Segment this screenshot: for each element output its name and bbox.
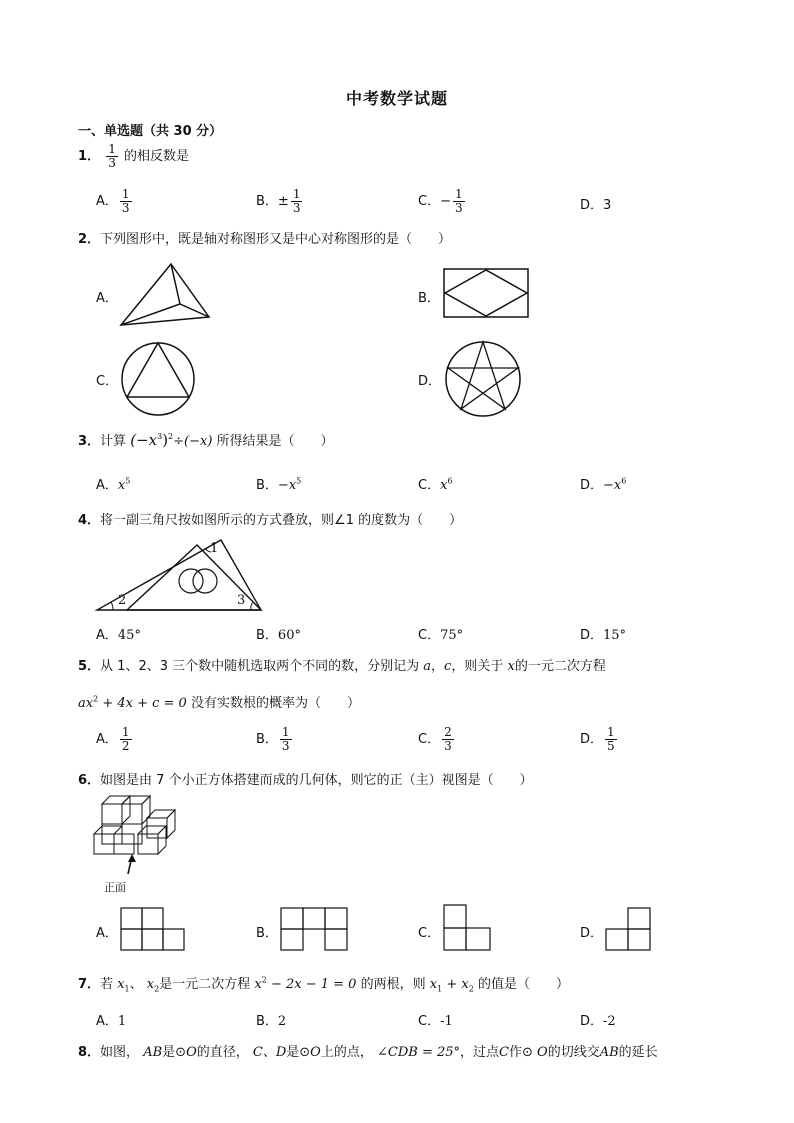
fraction: $\frac{1}{3}$ bbox=[108, 142, 116, 170]
q6-view-d bbox=[605, 907, 653, 951]
question-5: 5．从 1、2、3 三个数中随机选取两个不同的数，分别记为 a，c，则关于 x的一元二次方程 bbox=[78, 659, 606, 674]
q3-option-b[interactable]: B．$-x^5$ bbox=[256, 476, 302, 493]
q4-option-b[interactable]: B．60° bbox=[256, 628, 301, 643]
q4-option-d[interactable]: D．15° bbox=[580, 628, 627, 643]
q6-view-a bbox=[120, 907, 190, 951]
question-number: 3． bbox=[78, 434, 101, 449]
q2-figure-d bbox=[444, 340, 522, 418]
q3-option-c[interactable]: C．$x^6$ bbox=[418, 476, 453, 493]
q3-option-a[interactable]: A．$x^5$ bbox=[96, 476, 131, 493]
q2-figure-b bbox=[443, 268, 531, 320]
q2-option-a[interactable]: A． bbox=[96, 291, 118, 306]
q6-option-d[interactable]: D． bbox=[580, 926, 604, 941]
angle-label-1: 1 bbox=[210, 541, 219, 556]
q1-option-d[interactable]: D．3 bbox=[580, 198, 612, 213]
question-number: 2． bbox=[78, 232, 101, 247]
question-8: 8．如图， AB是⊙O的直径， C、D是⊙O上的点， ∠CDB = 25°，过点C作⊙ O的切线交AB的延长 bbox=[78, 1045, 658, 1060]
q7-option-c[interactable]: C．-1 bbox=[418, 1014, 453, 1029]
q3-option-d[interactable]: D．$-x^6$ bbox=[580, 476, 627, 493]
q6-cube-figure bbox=[92, 794, 182, 878]
question-text: 如图是由 7 个小正方体搭建而成的几何体，则它的正（主）视图是（ ） bbox=[100, 773, 533, 788]
question-number: 1． bbox=[78, 149, 101, 164]
question-1 bbox=[78, 143, 189, 170]
question-number: 4． bbox=[78, 513, 101, 528]
question-number: 5． bbox=[78, 659, 101, 674]
q2-option-b[interactable]: B． bbox=[418, 291, 440, 306]
section-heading: 一、单选题（共 30 分） bbox=[78, 124, 223, 139]
q5-option-b[interactable]: B． $\frac{1}{3}$ bbox=[256, 725, 290, 753]
q6-option-a[interactable]: A． bbox=[96, 926, 118, 941]
question-text: 下列图形中，既是轴对称图形又是中心对称图形的是（ ） bbox=[100, 232, 452, 247]
q2-figure-a bbox=[118, 262, 214, 328]
page-title: 中考数学试题 bbox=[345, 89, 448, 108]
q2-option-d[interactable]: D． bbox=[418, 374, 442, 389]
q1-option-a[interactable]: A． $\frac{1}{3}$ bbox=[96, 187, 130, 215]
q5-option-d[interactable]: D． $\frac{1}{5}$ bbox=[580, 725, 615, 753]
front-view-label: 正面 bbox=[104, 881, 126, 894]
q7-option-a[interactable]: A．1 bbox=[96, 1014, 127, 1029]
q5-option-c[interactable]: C． $\frac{2}{3}$ bbox=[418, 725, 452, 753]
question-number: 6． bbox=[78, 773, 101, 788]
q4-option-a[interactable]: A．45° bbox=[96, 628, 141, 643]
angle-label-2: 2 bbox=[118, 593, 127, 608]
q6-option-c[interactable]: C． bbox=[418, 926, 441, 941]
question-4 bbox=[78, 509, 462, 528]
question-text: 的相反数是 bbox=[123, 149, 189, 164]
angle-label-3: 3 bbox=[237, 593, 246, 608]
q5-option-a[interactable]: A． $\frac{1}{2}$ bbox=[96, 725, 130, 753]
q7-option-b[interactable]: B．2 bbox=[256, 1014, 287, 1029]
q1-option-b[interactable]: B．± $\frac{1}{3}$ bbox=[256, 187, 301, 215]
q4-option-c[interactable]: C．75° bbox=[418, 628, 464, 643]
q2-figure-c bbox=[120, 341, 196, 417]
question-number: 7． bbox=[78, 977, 101, 992]
question-text: 将一副三角尺按如图所示的方式叠放，则∠1 的度数为（ ） bbox=[100, 513, 463, 528]
question-3: 3．计算 $(-x^3)^2\div(-x)$ 所得结果是（ ） bbox=[78, 431, 334, 449]
q6-view-b bbox=[280, 907, 350, 951]
q1-option-c[interactable]: C．− $\frac{1}{3}$ bbox=[418, 187, 463, 215]
q7-option-d[interactable]: D．-2 bbox=[580, 1014, 616, 1029]
q2-option-c[interactable]: C． bbox=[96, 374, 119, 389]
question-2 bbox=[78, 228, 451, 247]
question-5-line-2: $ax^2 + 4x + c = 0$ 没有实数根的概率为（ ） bbox=[78, 694, 360, 711]
q6-option-b[interactable]: B． bbox=[256, 926, 278, 941]
q6-view-c bbox=[443, 904, 493, 952]
question-6 bbox=[78, 769, 533, 788]
question-7: 7．若 $x_1$、 $x_2$是一元二次方程 $x^2 - 2x - 1 = 0$ 的两根，则 $x_1 + x_2$ 的值是（ ） bbox=[78, 975, 569, 994]
question-number: 8． bbox=[78, 1045, 101, 1060]
